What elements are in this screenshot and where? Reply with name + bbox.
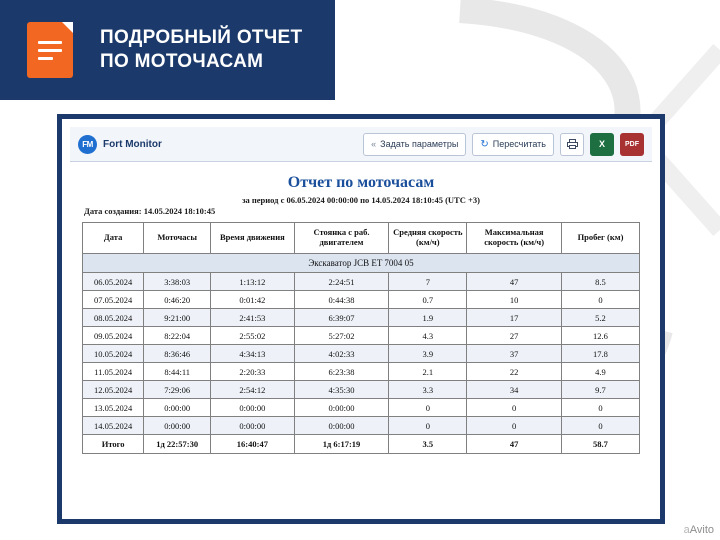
table-cell: 0:00:00 bbox=[294, 417, 389, 435]
table-cell: 6:39:07 bbox=[294, 309, 389, 327]
table-cell: 0:00:00 bbox=[211, 417, 295, 435]
table-cell: 12.05.2024 bbox=[83, 381, 144, 399]
table-cell: 2.1 bbox=[389, 363, 467, 381]
screenshot-frame bbox=[57, 114, 665, 524]
print-button[interactable] bbox=[560, 133, 584, 156]
banner-icon-wrap bbox=[0, 0, 100, 100]
banner-title bbox=[100, 26, 312, 74]
table-cell: 4:34:13 bbox=[211, 345, 295, 363]
avito-label: Avito bbox=[689, 524, 714, 536]
table-cell: 14.05.2024 bbox=[83, 417, 144, 435]
table-group-row bbox=[83, 254, 640, 273]
table-cell: 34 bbox=[467, 381, 562, 399]
banner-title-line2: ПО МОТОЧАСАМ bbox=[100, 51, 264, 72]
table-cell: 0:44:38 bbox=[294, 291, 389, 309]
table-cell: 2:41:53 bbox=[211, 309, 295, 327]
table-cell: 0:00:00 bbox=[144, 417, 211, 435]
avito-prefix: a bbox=[683, 524, 690, 536]
table-cell: 22 bbox=[467, 363, 562, 381]
total-cell: 16:40:47 bbox=[211, 435, 295, 454]
table-cell: 7:29:06 bbox=[144, 381, 211, 399]
table-cell: 0 bbox=[389, 417, 467, 435]
banner-title-line1: ПОДРОБНЫЙ ОТЧЕТ bbox=[100, 27, 303, 49]
table-cell: 0:00:00 bbox=[144, 399, 211, 417]
table-cell: 5.2 bbox=[561, 309, 639, 327]
table-cell: 5:27:02 bbox=[294, 327, 389, 345]
table-cell: 0 bbox=[561, 399, 639, 417]
export-excel-button[interactable]: X bbox=[590, 133, 614, 156]
table-cell: 7 bbox=[389, 273, 467, 291]
table-row[interactable] bbox=[83, 417, 640, 435]
table-cell: 3:38:03 bbox=[144, 273, 211, 291]
table-cell: 9.7 bbox=[561, 381, 639, 399]
table-cell: 0:00:00 bbox=[294, 399, 389, 417]
table-cell: 07.05.2024 bbox=[83, 291, 144, 309]
col-date: Дата bbox=[83, 223, 144, 254]
col-maxspeed: Максимальная скорость (км/ч) bbox=[467, 223, 562, 254]
table-row[interactable] bbox=[83, 399, 640, 417]
app-window bbox=[70, 127, 652, 511]
table-cell: 4.9 bbox=[561, 363, 639, 381]
chevron-left-icon: « bbox=[371, 139, 377, 149]
table-cell: 12.6 bbox=[561, 327, 639, 345]
table-cell: 2:54:12 bbox=[211, 381, 295, 399]
table-cell: 9:21:00 bbox=[144, 309, 211, 327]
table-cell: 2:55:02 bbox=[211, 327, 295, 345]
table-total-row bbox=[83, 435, 640, 454]
set-parameters-button[interactable] bbox=[363, 133, 466, 156]
report-body bbox=[70, 162, 652, 511]
group-label: Экскаватор JCB ET 7004 05 bbox=[83, 254, 640, 273]
table-cell: 0:00:00 bbox=[211, 399, 295, 417]
set-parameters-label: Задать параметры bbox=[380, 139, 459, 149]
header-banner bbox=[0, 0, 335, 100]
total-cell: Итого bbox=[83, 435, 144, 454]
total-cell: 1д 22:57:30 bbox=[144, 435, 211, 454]
total-cell: 3.5 bbox=[389, 435, 467, 454]
table-cell: 3.9 bbox=[389, 345, 467, 363]
total-cell: 47 bbox=[467, 435, 562, 454]
brand bbox=[78, 135, 162, 154]
table-cell: 09.05.2024 bbox=[83, 327, 144, 345]
table-cell: 8.5 bbox=[561, 273, 639, 291]
table-cell: 0 bbox=[389, 399, 467, 417]
report-table bbox=[82, 222, 640, 454]
table-cell: 11.05.2024 bbox=[83, 363, 144, 381]
brand-logo-icon: FM bbox=[78, 135, 97, 154]
table-cell: 1:13:12 bbox=[211, 273, 295, 291]
table-row[interactable] bbox=[83, 273, 640, 291]
table-row[interactable] bbox=[83, 363, 640, 381]
document-icon bbox=[27, 22, 73, 78]
app-toolbar bbox=[70, 127, 652, 162]
printer-icon bbox=[567, 139, 578, 149]
table-head bbox=[83, 223, 640, 254]
total-cell: 1д 6:17:19 bbox=[294, 435, 389, 454]
table-cell: 0.7 bbox=[389, 291, 467, 309]
table-cell: 0 bbox=[467, 399, 562, 417]
avito-watermark bbox=[684, 524, 714, 536]
table-cell: 1.9 bbox=[389, 309, 467, 327]
table-cell: 0:46:20 bbox=[144, 291, 211, 309]
refresh-icon: ↻ bbox=[480, 138, 489, 150]
table-cell: 4:35:30 bbox=[294, 381, 389, 399]
recalculate-button[interactable] bbox=[472, 133, 554, 156]
table-cell: 10.05.2024 bbox=[83, 345, 144, 363]
table-cell: 0 bbox=[467, 417, 562, 435]
table-cell: 8:22:04 bbox=[144, 327, 211, 345]
recalculate-label: Пересчитать bbox=[492, 139, 546, 149]
col-movetime: Время движения bbox=[211, 223, 295, 254]
table-cell: 8:44:11 bbox=[144, 363, 211, 381]
table-body bbox=[83, 254, 640, 454]
table-cell: 4.3 bbox=[389, 327, 467, 345]
table-cell: 17 bbox=[467, 309, 562, 327]
report-title: Отчет по моточасам bbox=[287, 174, 435, 191]
report-created: Дата создания: 14.05.2024 18:10:45 bbox=[84, 206, 216, 216]
report-period: за период с 06.05.2024 00:00:00 по 14.05.2024 18:10:45 (UTC +3) bbox=[242, 195, 480, 205]
table-cell: 47 bbox=[467, 273, 562, 291]
table-cell: 0:01:42 bbox=[211, 291, 295, 309]
table-row[interactable] bbox=[83, 291, 640, 309]
brand-name: Fort Monitor bbox=[103, 138, 162, 150]
col-avgspeed: Средняя скорость (км/ч) bbox=[389, 223, 467, 254]
table-header-row bbox=[83, 223, 640, 254]
table-cell: 0 bbox=[561, 417, 639, 435]
col-enginehours: Моточасы bbox=[144, 223, 211, 254]
table-cell: 37 bbox=[467, 345, 562, 363]
table-row[interactable] bbox=[83, 345, 640, 363]
table-cell: 08.05.2024 bbox=[83, 309, 144, 327]
table-cell: 27 bbox=[467, 327, 562, 345]
table-cell: 06.05.2024 bbox=[83, 273, 144, 291]
total-cell: 58.7 bbox=[561, 435, 639, 454]
table-cell: 10 bbox=[467, 291, 562, 309]
col-mileage: Пробег (км) bbox=[561, 223, 639, 254]
table-cell: 0 bbox=[561, 291, 639, 309]
table-cell: 4:02:33 bbox=[294, 345, 389, 363]
table-cell: 6:23:38 bbox=[294, 363, 389, 381]
export-pdf-button[interactable]: PDF bbox=[620, 133, 644, 156]
table-row[interactable] bbox=[83, 327, 640, 345]
table-cell: 17.8 bbox=[561, 345, 639, 363]
table-cell: 2:20:33 bbox=[211, 363, 295, 381]
table-cell: 2:24:51 bbox=[294, 273, 389, 291]
table-cell: 13.05.2024 bbox=[83, 399, 144, 417]
table-row[interactable] bbox=[83, 309, 640, 327]
table-row[interactable] bbox=[83, 381, 640, 399]
col-idle: Стоянка с раб. двигателем bbox=[294, 223, 389, 254]
table-cell: 8:36:46 bbox=[144, 345, 211, 363]
table-cell: 3.3 bbox=[389, 381, 467, 399]
